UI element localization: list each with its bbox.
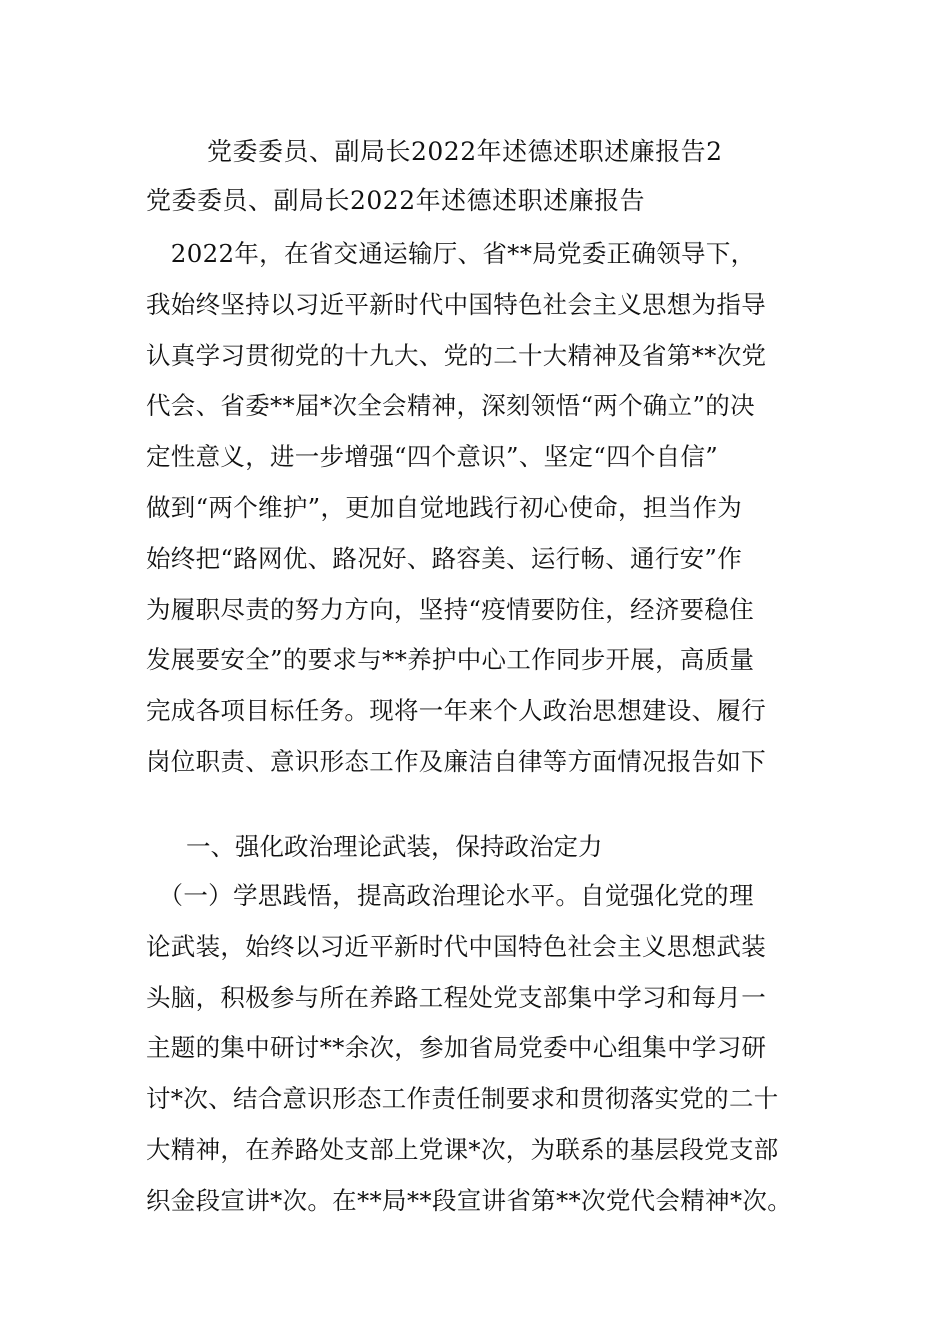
paragraph-line: 我始终坚持以习近平新时代中国特色社会主义思想为指导 xyxy=(146,289,766,319)
paragraph-line: 发展要安全”的要求与**养护中心工作同步开展，高质量 xyxy=(146,645,755,675)
paragraph-line: 做到“两个维护”，更加自觉地践行初心使命，担当作为 xyxy=(146,492,743,522)
section-heading: 一、强化政治理论武装，保持政治定力 xyxy=(186,832,603,861)
paragraph-line: 为履职尽责的努力方向，坚持“疫情要防住，经济要稳住 xyxy=(146,594,755,624)
paragraph-section1 xyxy=(146,871,792,1227)
paragraph-line: 主题的集中研讨**余次，参加省局党委中心组集中学习研 xyxy=(146,1033,767,1063)
paragraph-line: 头脑，积极参与所在养路工程处党支部集中学习和每月一 xyxy=(146,982,766,1012)
paragraph-line: （一）学思践悟，提高政治理论水平。自觉强化党的理 xyxy=(146,881,754,910)
paragraph-line: 定性意义，进一步增强“四个意识”、坚定“四个自信” xyxy=(146,442,719,472)
paragraph-line: 岗位职责、意识形态工作及廉洁自律等方面情况报告如下 xyxy=(146,746,766,776)
paragraph-line: 织金段宣讲*次。在**局**段宣讲省第**次党代会精神*次。 xyxy=(146,1185,792,1215)
paragraph-line: 代会、省委**届*次全会精神，深刻领悟“两个确立”的决 xyxy=(146,391,755,421)
paragraph-line: 2022年，在省交通运输厅、省**局党委正确领导下， xyxy=(146,239,756,268)
paragraph-line: 论武装，始终以习近平新时代中国特色社会主义思想武装 xyxy=(146,931,766,961)
paragraph-line: 完成各项目标任务。现将一年来个人政治思想建设、履行 xyxy=(146,696,766,726)
paragraph-intro xyxy=(146,229,766,788)
paragraph-line: 始终把“路网优、路况好、路容美、运行畅、通行安”作 xyxy=(146,543,743,573)
paragraph-line: 大精神，在养路处支部上党课*次，为联系的基层段党支部 xyxy=(146,1134,779,1164)
document-title: 党委委员、副局长2022年述德述职述廉报告2 xyxy=(207,137,723,166)
paragraph-line: 认真学习贯彻党的十九大、党的二十大精神及省第**次党 xyxy=(146,340,767,370)
paragraph-line: 讨*次、结合意识形态工作责任制要求和贯彻落实党的二十 xyxy=(146,1084,779,1114)
document-subtitle: 党委委员、副局长2022年述德述职述廉报告 xyxy=(146,186,646,215)
